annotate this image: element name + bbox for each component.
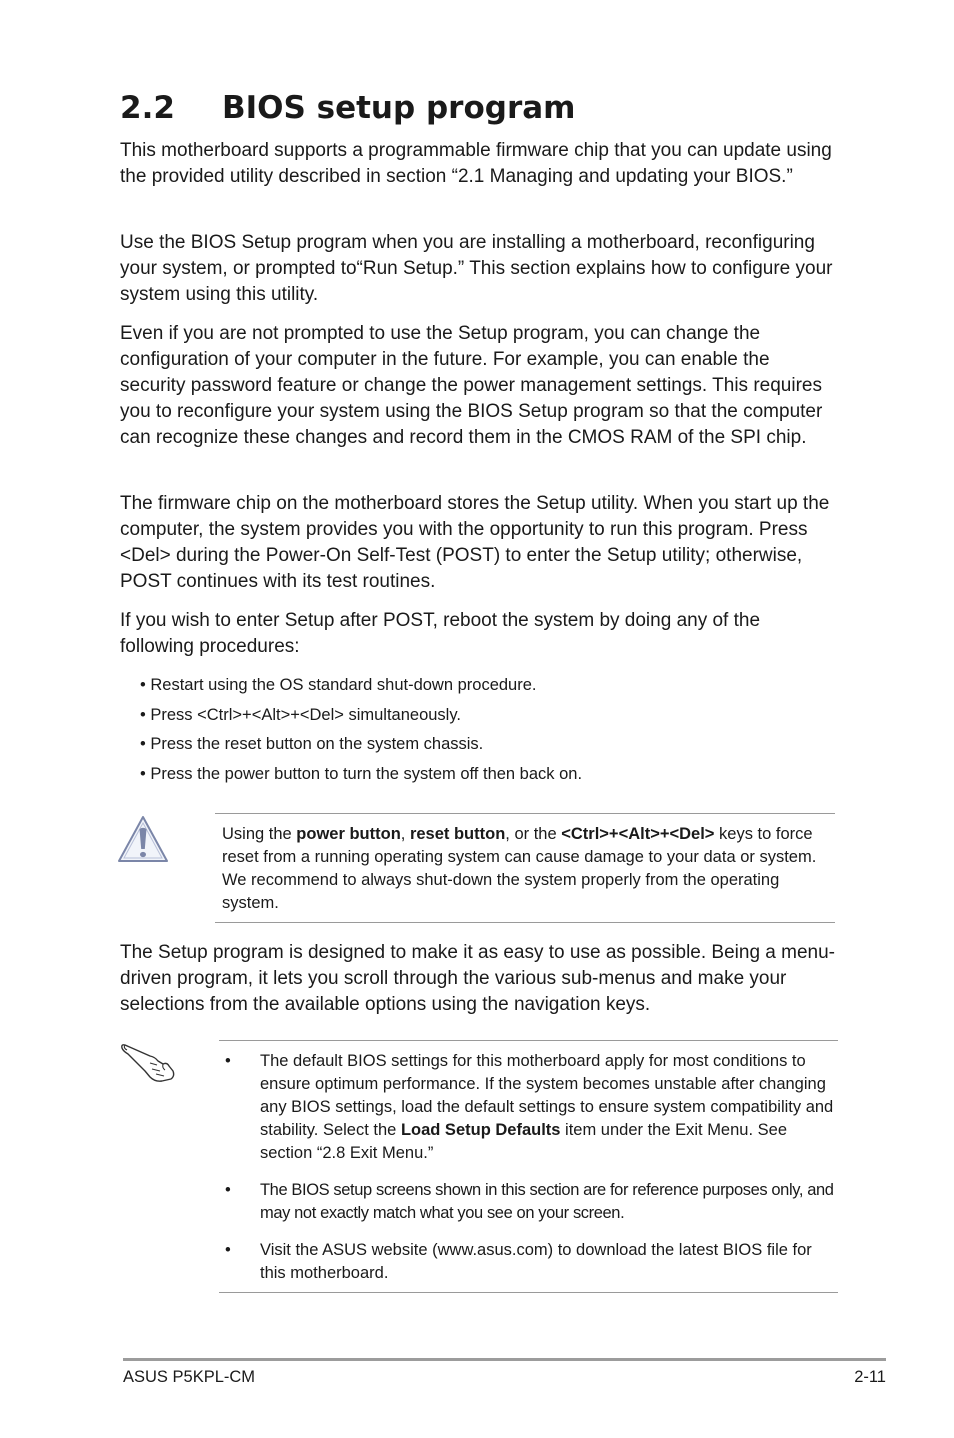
power-button-term: power button [296, 825, 401, 843]
bullet-marker: • [225, 1052, 231, 1070]
list-item: • Press the reset button on the system chassis. [140, 735, 484, 754]
load-setup-defaults-term: Load Setup Defaults [400, 1121, 561, 1139]
list-item: • Restart using the OS standard shut-down procedure. [140, 676, 537, 694]
paragraph-menu-driven: The Setup program is designed to make it as easy to use as possible. Being a menu-driven program, it lets you scroll through the various sub-menus and make your selections from the available options using the navigation keys. [120, 942, 836, 1015]
section-title: BIOS setup program [222, 90, 576, 126]
footer-product-name: ASUS P5KPL-CM [123, 1368, 256, 1386]
bullet-marker: • [225, 1241, 231, 1259]
paragraph-post: The firmware chip on the motherboard stores the Setup utility. When you start up the computer, the system provides you with the opportunity to run this program. Press <Del> during the Power-On Self-Test (POST) to enter the Setup utility; otherwise, POST continues with its test routines. [120, 493, 830, 592]
footer-divider [123, 1358, 886, 1361]
paragraph-configuration: Even if you are not prompted to use the Setup program, you can change the configuration of your computer in the future. For example, you can enable the security password feature or change the power management settings. This requires you to reconfigure your system using the BIOS Setup program so that the computer can recognize these changes and record them in the CMOS RAM of the SPI chip. [120, 323, 823, 448]
paragraph-intro: This motherboard supports a programmable firmware chip that you can update using the provided utility described in section “2.1 Managing and updating your BIOS.” [120, 140, 832, 187]
paragraph-usage: Use the BIOS Setup program when you are installing a motherboard, reconfiguring your system, or prompted to“Run Setup.” This section explains how to configure your system using this utility. [120, 232, 833, 305]
list-item: • Visit the ASUS website (www.asus.com) to download the latest BIOS file for this motherboard. [225, 1241, 812, 1282]
warning-note [215, 813, 835, 923]
section-number: 2.2 [120, 90, 175, 126]
footer-page-number: 2-11 [854, 1368, 886, 1386]
key-combo-term: <Ctrl>+<Alt>+<Del> [561, 825, 715, 843]
list-item: • The BIOS setup screens shown in this section are for reference purposes only, and may not exactly match what you see on your screen. [225, 1181, 834, 1222]
info-note [219, 1040, 838, 1293]
warning-triangle-icon [116, 814, 170, 864]
warning-note-text: Using the power button, reset button, or the <Ctrl>+<Alt>+<Del> keys to force reset from a running operating system can cause damage to your data or system. We recommend to always shut-down the system properly from the operating system. [222, 825, 817, 912]
reset-button-term: reset button [409, 825, 506, 843]
list-item: • Press the power button to turn the system off then back on. [140, 764, 583, 783]
reboot-procedures-list [140, 673, 582, 791]
list-item: • Press <Ctrl>+<Alt>+<Del> simultaneously. [140, 705, 461, 724]
list-item: • The default BIOS settings for this motherboard apply for most conditions to ensure optimum performance. If the system becomes unstable after changing any BIOS settings, load the default settings to ensure system compatibility and stability. Select the Load Setup Defaults item under the Exit Menu. See section “2.8 Exit Menu.” [225, 1052, 834, 1162]
paragraph-reboot: If you wish to enter Setup after POST, reboot the system by doing any of the following procedures: [120, 610, 761, 657]
bullet-marker: • [225, 1181, 231, 1199]
section-heading [120, 86, 575, 130]
pointing-hand-icon [119, 1041, 177, 1083]
